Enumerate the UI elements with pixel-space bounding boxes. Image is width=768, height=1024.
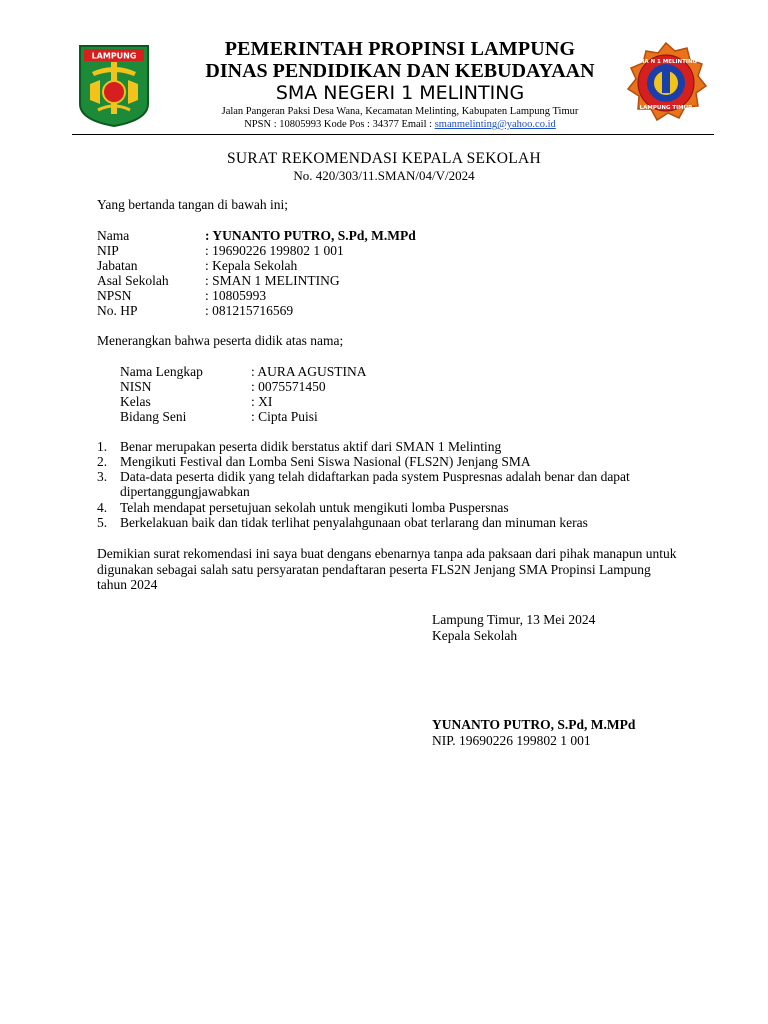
npsn-postal-info: NPSN : 10805993 Kode Pos : 34377 Email : bbox=[244, 119, 435, 130]
field-value: : YUNANTO PUTRO, S.Pd, M.MPd bbox=[205, 228, 416, 243]
email-link[interactable]: smanmelinting@yahoo.co.id bbox=[434, 119, 556, 130]
closing-paragraph: Demikian surat rekomendasi ini saya buat dengans ebenarnya tanpa ada paksaan dari pihak manapun untuk digunakan sebagai salah satu persyaratan pendaftaran peserta FLS2N Jenjang SMA Propinsi Lampung tahun 2024 bbox=[97, 546, 677, 592]
svg-text:LAMPUNG: LAMPUNG bbox=[91, 51, 137, 61]
list-text: Berkelakuan baik dan tidak terlihat penyalahgunaan obat terlarang dan minuman keras bbox=[120, 515, 588, 530]
field-label: NPSN bbox=[97, 288, 132, 303]
signature-nip: NIP. 19690226 199802 1 001 bbox=[432, 733, 591, 748]
field-label: No. HP bbox=[97, 303, 138, 318]
field-value: : 081215716569 bbox=[205, 303, 294, 318]
field-label: Jabatan bbox=[97, 258, 138, 273]
field-value: : Kepala Sekolah bbox=[205, 258, 298, 273]
field-label: NIP bbox=[97, 243, 119, 258]
letterhead-address: Jalan Pangeran Paksi Desa Wana, Kecamatan Melinting, Kabupaten Lampung Timur bbox=[221, 106, 579, 117]
list-number: 5. bbox=[97, 515, 108, 530]
field-value: : 19690226 199802 1 001 bbox=[205, 243, 344, 258]
signature-name: YUNANTO PUTRO, S.Pd, M.MPd bbox=[432, 717, 636, 732]
list-number: 1. bbox=[97, 439, 108, 454]
field-value: : SMAN 1 MELINTING bbox=[205, 273, 340, 288]
field-value: : AURA AGUSTINA bbox=[251, 364, 367, 379]
student-intro-text: Menerangkan bahwa peserta didik atas nama; bbox=[97, 333, 344, 348]
field-value: : XI bbox=[251, 394, 273, 409]
field-label: Asal Sekolah bbox=[97, 273, 169, 288]
svg-text:LAMPUNG TIMUR: LAMPUNG TIMUR bbox=[639, 105, 693, 111]
field-label: Nama bbox=[97, 228, 130, 243]
letterhead-department: DINAS PENDIDIKAN DAN KEBUDAYAAN bbox=[205, 60, 595, 82]
field-value: : 10805993 bbox=[205, 288, 267, 303]
letterhead-government: PEMERINTAH PROPINSI LAMPUNG bbox=[224, 38, 576, 60]
field-label: Nama Lengkap bbox=[120, 364, 203, 379]
letterhead-divider bbox=[72, 134, 714, 135]
signature-position: Kepala Sekolah bbox=[432, 628, 518, 643]
svg-text:SMA N 1 MELINTING: SMA N 1 MELINTING bbox=[634, 59, 698, 65]
list-text: Benar merupakan peserta didik berstatus aktif dari SMAN 1 Melinting bbox=[120, 439, 502, 454]
lampung-province-emblem bbox=[78, 44, 150, 128]
list-text: Telah mendapat persetujuan sekolah untuk mengikuti lomba Puspersnas bbox=[120, 500, 509, 515]
list-number: 3. bbox=[97, 469, 108, 484]
field-value: : Cipta Puisi bbox=[251, 409, 318, 424]
field-label: NISN bbox=[120, 379, 152, 394]
list-text: Mengikuti Festival dan Lomba Seni Siswa Nasional (FLS2N) Jenjang SMA bbox=[120, 454, 531, 469]
field-value: : 0075571450 bbox=[251, 379, 326, 394]
signature-place-date: Lampung Timur, 13 Mei 2024 bbox=[432, 612, 596, 627]
letter-title: SURAT REKOMENDASI KEPALA SEKOLAH bbox=[226, 150, 542, 167]
intro-text: Yang bertanda tangan di bawah ini; bbox=[97, 197, 288, 212]
letterhead-contact bbox=[150, 119, 650, 130]
list-number: 2. bbox=[97, 454, 108, 469]
letter-number: No. 420/303/11.SMAN/04/V/2024 bbox=[293, 168, 475, 183]
list-text: Data-data peserta didik yang telah didaftarkan pada system Puspresnas adalah benar dan dapat dipertanggungjawabkan bbox=[120, 469, 630, 499]
letterhead-school-name: SMA NEGERI 1 MELINTING bbox=[275, 82, 525, 104]
field-label: Kelas bbox=[120, 394, 151, 409]
field-label: Bidang Seni bbox=[120, 409, 187, 424]
list-number: 4. bbox=[97, 500, 108, 515]
